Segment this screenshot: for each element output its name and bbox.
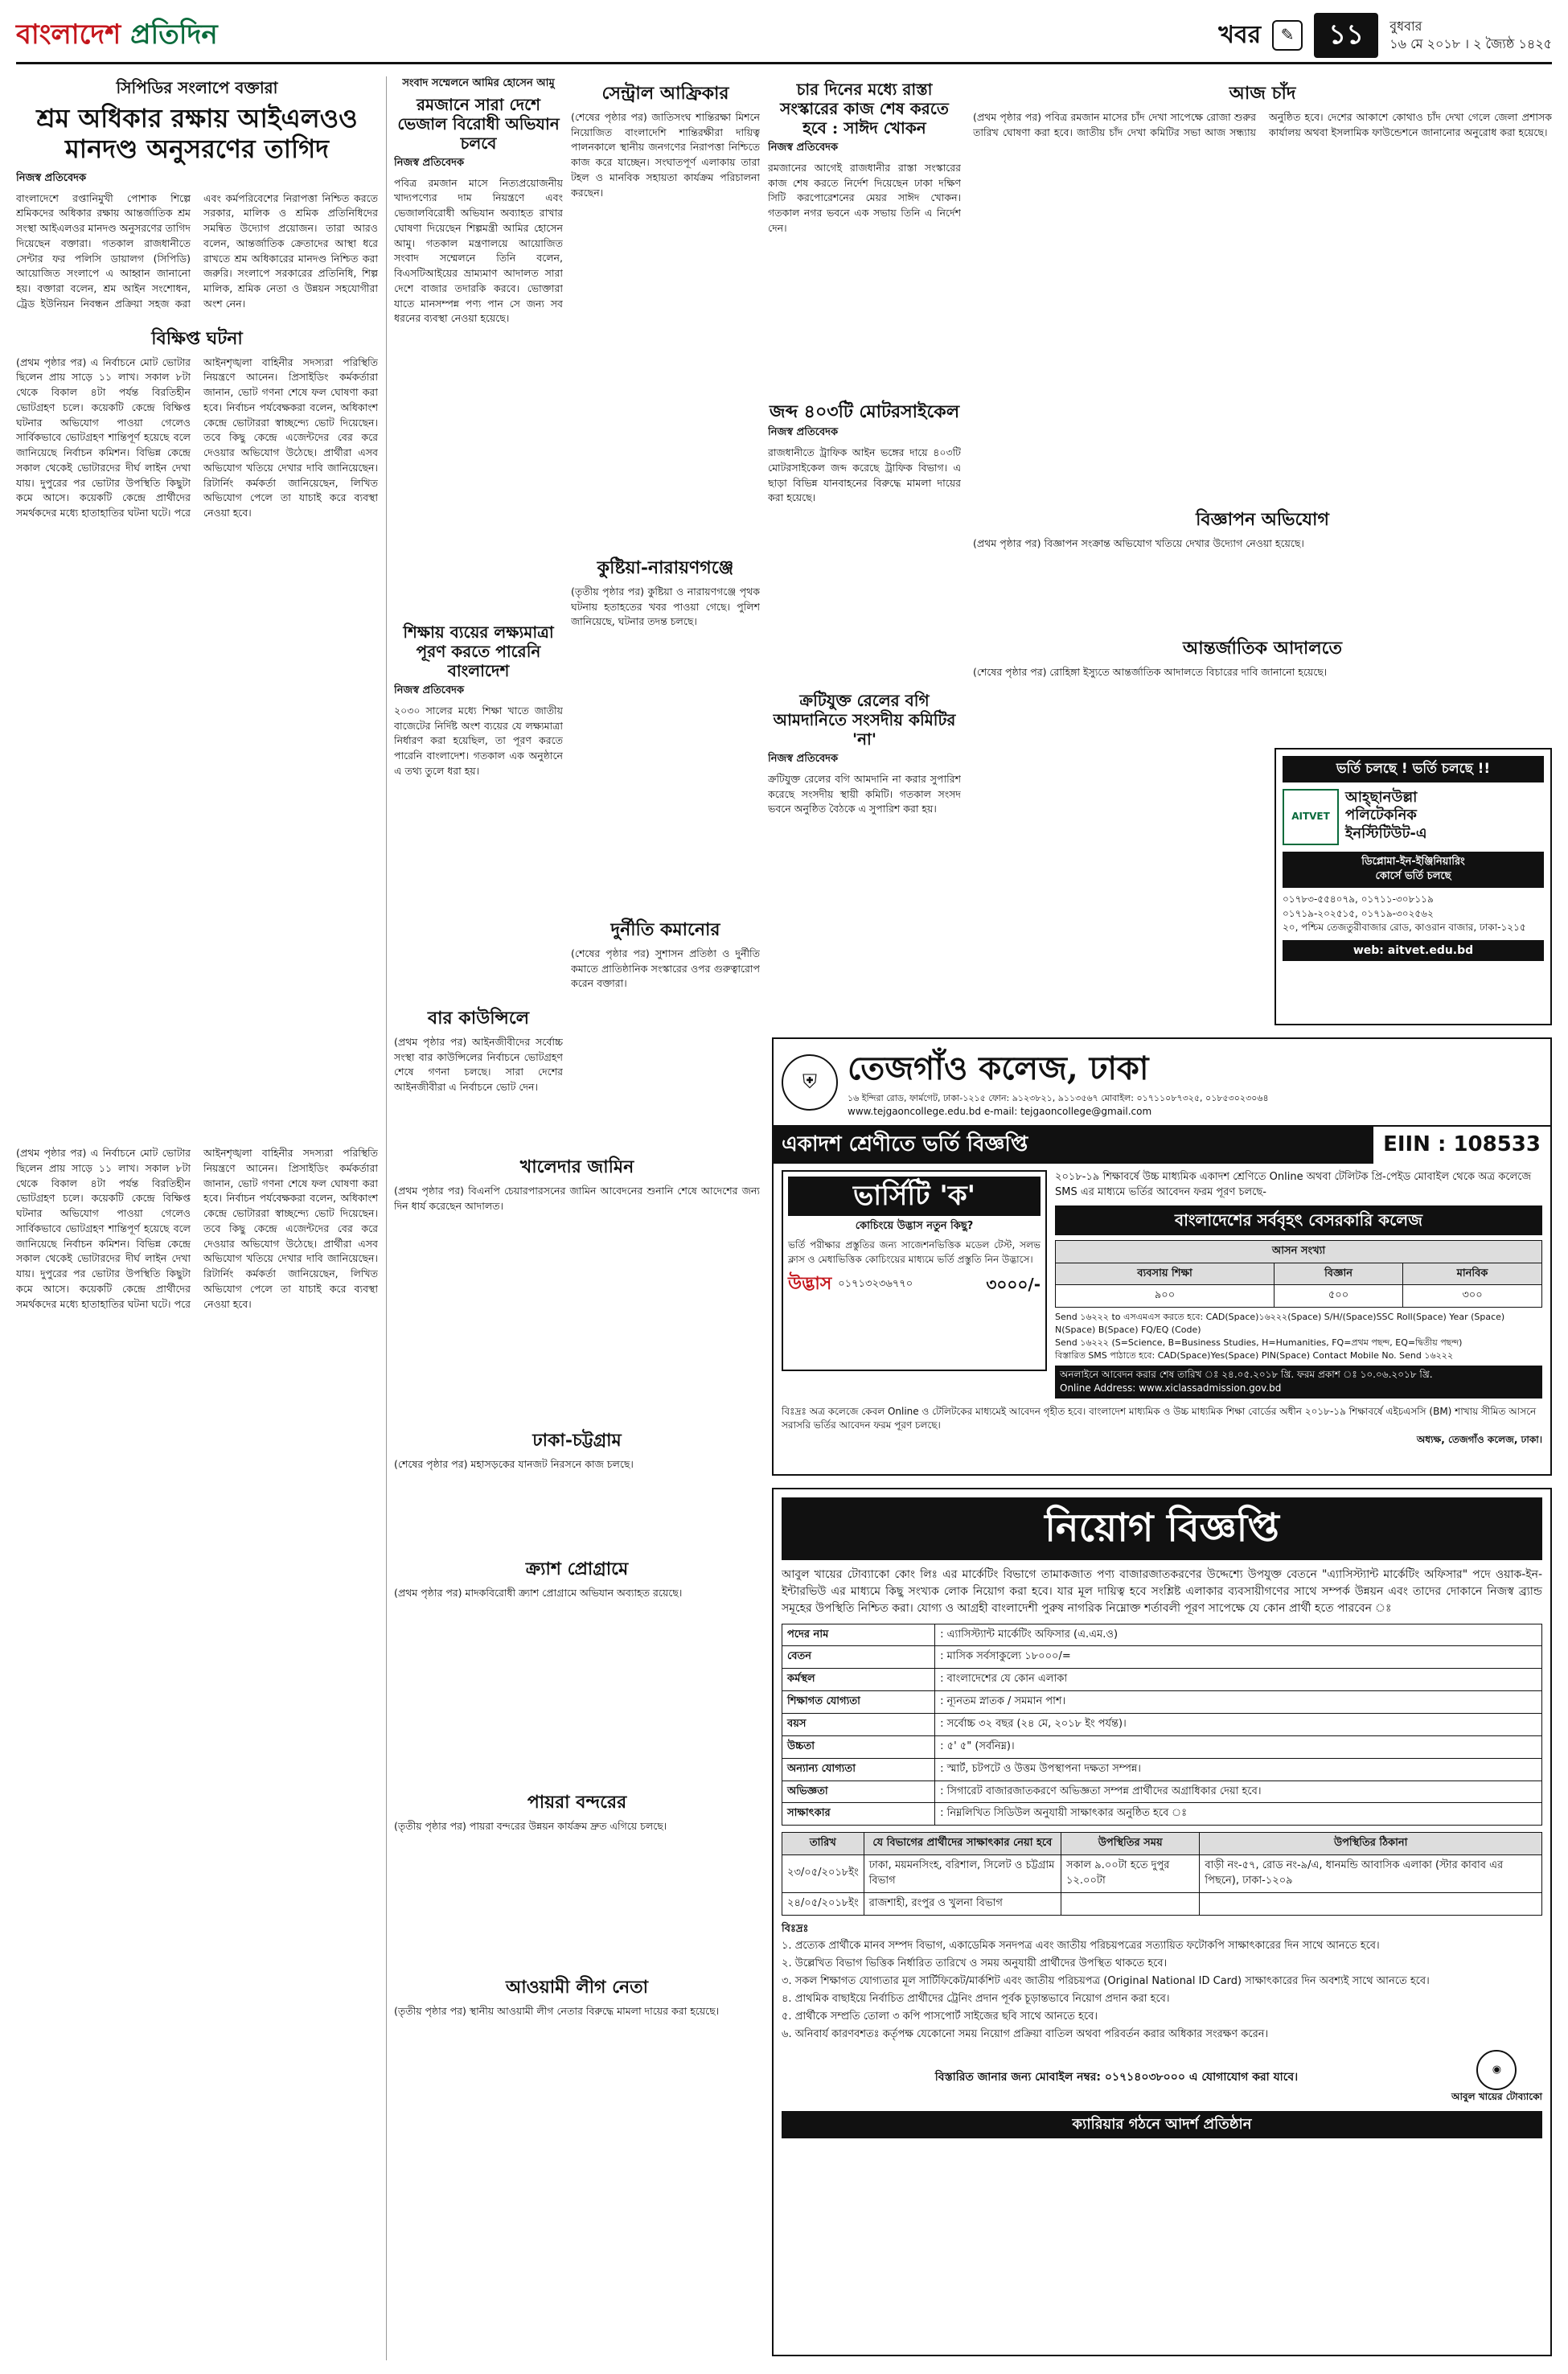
- dhaka-ctg-headline[interactable]: ঢাকা-চট্টগ্রাম: [532, 1430, 622, 1451]
- section-icon: ✎: [1272, 20, 1303, 51]
- moon-article: [973, 76, 1552, 495]
- dhaka-ctg-article: [394, 1423, 760, 1544]
- tejgaon-title: তেজগাঁও কলেজ, ঢাকা: [848, 1049, 1149, 1087]
- seat-value: ৫০০: [1275, 1285, 1403, 1308]
- schedule-cell: ঢাকা, ময়মনসিংহ, বরিশাল, সিলেট ও চট্টগ্রাম বিভাগ: [864, 1855, 1061, 1893]
- payra-article: [394, 1785, 760, 1962]
- tejgaon-seats-title: আসন সংখ্যা: [1056, 1240, 1542, 1263]
- khaleda-body: (প্রথম পৃষ্ঠার পর) বিএনপি চেয়ারপারসনের জামিন আবেদনের শুনানি শেষে আদেশের জন্য দিন ধার্য করেছেন আদালত।: [394, 1184, 760, 1212]
- tejgaon-tagline: বাংলাদেশের সর্ববৃহৎ বেসরকারি কলেজ: [1055, 1205, 1542, 1235]
- job-detail-value: : সর্বোচ্চ ৩২ বছর (২৪ মে, ২০১৮ ইং পর্যন্ত)।: [935, 1713, 1542, 1735]
- schedule-header: যে বিভাগের প্রার্থীদের সাক্ষাৎকার নেয়া হবে: [864, 1833, 1061, 1855]
- schedule-cell: [1061, 1892, 1199, 1915]
- moon-headline[interactable]: আজ চাঁদ: [1229, 83, 1296, 104]
- khaleda-headline[interactable]: খালেদার জামিন: [519, 1156, 634, 1177]
- issue-date: [1389, 18, 1552, 52]
- seat-header: ব্যবসায় শিক্ষা: [1056, 1263, 1275, 1285]
- weekday: বুধবার: [1389, 18, 1422, 34]
- udbhash-title: ভার্সিটি 'ক': [788, 1177, 1041, 1216]
- education-article: [394, 619, 563, 989]
- tejgaon-web[interactable]: www.tejgaoncollege.edu.bd: [848, 1105, 981, 1117]
- durniti-body: (শেষের পৃষ্ঠার পর) সুশাসন প্রতিষ্ঠা ও দুর্নীতি কমাতে প্রাতিষ্ঠানিক সংস্কারের ওপর গুরুত্বারোপ করেন বক্তারা।: [571, 947, 760, 990]
- aitvet-logo: AITVET: [1283, 789, 1339, 845]
- bikshipto-body: (প্রথম পৃষ্ঠার পর) এ নির্বাচনে মোট ভোটার ছিলেন প্রায় সাড়ে ১১ লাখ। সকাল ৮টা থেকে বিকাল ৪টা পর্যন্ত বিরতিহীন ভোটগ্রহণ চলে। কয়েকটি কেন্দ্রে বিক্ষিপ্ত ঘটনার অভিযোগ পাওয়া গেলেও সার্বিকভাবে ভোটগ্রহণ শান্তিপূর্ণ হয়েছে বলে জানিয়েছে নির্বাচন কমিশন। বিভিন্ন কেন্দ্রে সকাল থেকেই ভোটারদের দীর্ঘ লাইন দেখা যায়। দুপুরের পর ভোটার উপস্থিতি কিছুটা কমে আসে। কয়েকটি কেন্দ্রে প্রার্থীদের সমর্থকদের মধ্যে হাতাহাতির ঘটনা ঘটে। পরে আইনশৃঙ্খলা বাহিনীর সদস্যরা পরিস্থিতি নিয়ন্ত্রণে আনেন। প্রিসাইডিং কর্মকর্তারা জানান, ভোট গণনা শেষে ফল ঘোষণা করা হবে। নির্বাচন পর্যবেক্ষকরা বলেন, অধিকাংশ কেন্দ্রে ভোটাররা স্বাচ্ছন্দ্যে ভোট দিয়েছেন। তবে কিছু কেন্দ্রে এজেন্টদের বের করে দেওয়ার অভিযোগ উঠেছে। প্রার্থীরা এসব অভিযোগ খতিয়ে দেখার দাবি জানিয়েছেন। রিটার্নিং কর্মকর্তা জানিয়েছেন, লিখিত অভিযোগ পেলে তা যাচাই করে ব্যবস্থা নেওয়া হবে।: [16, 355, 378, 520]
- aitvet-web[interactable]: web: aitvet.edu.bd: [1283, 940, 1544, 961]
- seat-value: ৩০০: [1403, 1285, 1542, 1308]
- udbhash-brand: উদ্ভাস: [788, 1274, 832, 1295]
- awami-article: [394, 1970, 760, 2356]
- aitvet-name-1: আহ্‌ছানউল্লা: [1345, 788, 1418, 806]
- durniti-headline[interactable]: দুর্নীতি কমানোর: [610, 919, 720, 940]
- udbhash-ad[interactable]: [782, 1170, 1047, 1371]
- job-detail-value: : মাসিক সর্বসাকুল্যে ১৮০০০/=: [935, 1646, 1542, 1669]
- tejgaon-note: বিঃদ্রঃ অত্র কলেজে কেবল Online ও টেলিটকের মাধ্যমেই আবেদন গৃহীত হবে। বাংলাদেশ মাধ্যমিক ও উচ্চ মাধ্যমিক শিক্ষা বোর্ডের অধীন ২০১৮-১৯ শিক্ষাবর্ষে এইচএসসি (BM) শাখায় সীমিত আসনে সরাসরি ভর্তির আবেদন ফরম পূরণ চলছে।: [782, 1405, 1537, 1431]
- ramadan-article: [394, 76, 563, 607]
- dhaka-ctg-body: (শেষের পৃষ্ঠার পর) মহাসড়কের যানজট নিরসনে কাজ চলছে।: [394, 1457, 634, 1470]
- bijnapon-body: (প্রথম পৃষ্ঠার পর) বিজ্ঞাপন সংক্রান্ত অভিযোগ খতিয়ে দেখার উদ্যোগ নেওয়া হয়েছে।: [973, 536, 1304, 549]
- aitvet-course-1: ডিপ্লোমা-ইন-ইঞ্জিনিয়ারিং: [1361, 855, 1465, 868]
- job-notes-title: বিঃদ্রঃ: [782, 1922, 809, 1935]
- tejgaon-address: ১৬ ইন্দিরা রোড, ফার্মগেট, ঢাকা-১২১৫ ফোন: ৯১২৩৮২১, ৯১১৩৫৬৭ মোবাইল: ০১৭১১০৮৭৩২৫, ০১৮৫৩০২৩০৬৪: [848, 1093, 1269, 1103]
- lead-headline[interactable]: শ্রম অধিকার রক্ষায় আইএলওও মানদণ্ড অনুসরণের তাগিদ: [36, 103, 358, 165]
- tejgaon-sms-1: Send ১৬২২২ to এসএমএস করতে হবে: CAD(Space)১৬২২২(Space) S/H/(Space)SSC Roll(Space) Year (Space) N(Space) B(Space) FQ/EQ (Code): [1055, 1312, 1505, 1336]
- awami-body: (তৃতীয় পৃষ্ঠার পর) স্থানীয় আওয়ামী লীগ নেতার বিরুদ্ধে মামলা দায়ের করা হয়েছে।: [394, 2004, 720, 2017]
- job-contact[interactable]: বিস্তারিত জানার জন্য মোবাইল নম্বর: ০১৭১৪০৩৮০০০ এ যোগাযোগ করা যাবে।: [934, 2071, 1299, 2084]
- job-ad[interactable]: [772, 1488, 1552, 2356]
- job-note: ৪. প্রাথমিক বাছাইয়ে নির্বাচিত প্রার্থীদের ট্রেনিং প্রদান পূর্বক চূড়ান্তভাবে নিয়োগ প্রদান করা হবে।: [782, 1992, 1170, 2005]
- kushtia-body: (তৃতীয় পৃষ্ঠার পর) কুষ্টিয়া ও নারায়ণগঞ্জে পৃথক ঘটনায় হতাহতের খবর পাওয়া গেছে। পুলিশ জানিয়েছে, ঘটনার তদন্ত চলছে।: [571, 585, 760, 628]
- job-detail-label: শিক্ষাগত যোগ্যতা: [782, 1691, 935, 1714]
- tejgaon-admission: একাদশ শ্রেণীতে ভর্তি বিজ্ঞপ্তি: [774, 1127, 1373, 1164]
- road-byline: নিজস্ব প্রতিবেদক: [768, 142, 839, 154]
- aitvet-name-3: ইনস্টিটিউট-এ: [1345, 824, 1427, 842]
- tejgaon-sms-3: বিস্তারিত SMS পাঠাতে হবে: CAD(Space)Yes(Space) PIN(Space) Contact Mobile No. Send ১৬২২২: [1055, 1350, 1454, 1362]
- job-footer: ক্যারিয়ার গঠনে আদর্শ প্রতিষ্ঠান: [782, 2111, 1542, 2138]
- job-detail-label: উচ্চতা: [782, 1735, 935, 1758]
- kushtia-article: [571, 551, 760, 905]
- seat-value: ৯০০: [1056, 1285, 1275, 1308]
- ramadan-byline: নিজস্ব প্রতিবেদক: [394, 156, 465, 169]
- page-number: ১১: [1314, 13, 1378, 58]
- udbhash-fee: ৩০০০/-: [986, 1274, 1041, 1294]
- job-title: নিয়োগ বিজ্ঞপ্তি: [782, 1497, 1542, 1560]
- central-africa-headline[interactable]: সেন্ট্রাল আফ্রিকার: [601, 83, 729, 104]
- road-body: রমজানের আগেই রাজধানীর রাস্তা সংস্কারের কাজ শেষ করতে নির্দেশ দিয়েছেন ঢাকা দক্ষিণ সিটি করপোরেশনের মেয়র সাঈদ খোকন। গতকাল নগর ভবনে এক সভায় তিনি এ নির্দেশ দেন।: [768, 161, 961, 234]
- job-detail-row: [782, 1624, 1542, 1646]
- lead-body: বাংলাদেশে রপ্তানিমুখী পোশাক শিল্পে শ্রমিকদের অধিকার রক্ষায় আন্তর্জাতিক শ্রম সংস্থা আইএলওর মানদণ্ড অনুসরণের তাগিদ দিয়েছেন বক্তারা। গতকাল রাজধানীতে সেন্টার ফর পলিসি ডায়ালগ (সিপিডি) আয়োজিত সংলাপে এ আহ্বান জানানো হয়। বক্তারা বলেন, শ্রম আইন সংশোধন, ট্রেড ইউনিয়ন নিবন্ধন প্রক্রিয়া সহজ করা এবং কর্মপরিবেশের নিরাপত্তা নিশ্চিত করতে সরকার, মালিক ও শ্রমিক প্রতিনিধিদের সমন্বিত উদ্যোগ প্রয়োজন। তারা আরও বলেন, আন্তর্জাতিক ক্রেতাদের আস্থা ধরে রাখতে শ্রম অধিকারের মানদণ্ড নিশ্চিত করা জরুরি। সংলাপে সরকারের প্রতিনিধি, শিল্প মালিক, শ্রমিক নেতা ও উন্নয়ন সহযোগীরা অংশ নেন।: [16, 191, 378, 310]
- tejgaon-sign: অধ্যক্ষ, তেজগাঁও কলেজ, ঢাকা।: [1416, 1433, 1542, 1445]
- payra-headline[interactable]: পায়রা বন্দরের: [527, 1792, 627, 1813]
- bar-council-body: (প্রথম পৃষ্ঠার পর) আইনজীবীদের সর্বোচ্চ সংস্থা বার কাউন্সিলের নির্বাচনে ভোটগ্রহণ শেষে গণনা চলছে। সারা দেশের আইনজীবীরা এ নির্বাচনে ভোট দেন।: [394, 1035, 563, 1094]
- schedule-row: [782, 1855, 1542, 1893]
- central-africa-article: [571, 76, 760, 543]
- aitvet-phone-2: ০১৭১৯-২০২৫১৫, ০১৭১৯-৩০২৫৬২: [1283, 907, 1434, 919]
- education-headline[interactable]: শিক্ষায় ব্যয়ের লক্ষ্যমাত্রা পূরণ করতে পারেনি বাংলাদেশ: [403, 622, 554, 680]
- lead-byline: নিজস্ব প্রতিবেদক: [16, 171, 87, 184]
- motorcycle-article: [768, 398, 961, 680]
- motorcycle-byline: নিজস্ব প্রতিবেদক: [768, 426, 839, 439]
- rail-body: ক্রটিযুক্ত রেলের বগি আমদানি না করার সুপারিশ করেছে সংসদীয় স্থায়ী কমিটি। গতকাল সংসদ ভবনে অনুষ্ঠিত বৈঠকে এ সুপারিশ করা হয়।: [768, 772, 961, 815]
- brand-part2: প্রতিদিন: [130, 18, 218, 51]
- seat-header: বিজ্ঞান: [1275, 1263, 1403, 1285]
- job-detail-label: সাক্ষাৎকার: [782, 1803, 935, 1826]
- lead-continued-column: [16, 1146, 378, 2356]
- road-article: [768, 76, 961, 390]
- schedule-header: উপস্থিতির সময়: [1061, 1833, 1199, 1855]
- aitvet-course-2: কোর্সে ভর্তি চলছে: [1375, 870, 1451, 883]
- rail-headline[interactable]: ক্রটিযুক্ত রেলের বগি আমদানিতে সংসদীয় কমিটির 'না': [773, 691, 956, 749]
- job-note: ২. উল্লেখিত বিভাগ ভিত্তিক নির্ধারিত তারিখে ও সময় অনুযায়ী প্রার্থীদের উপস্থিত থাকতে হবে।: [782, 1957, 1168, 1970]
- kushtia-headline[interactable]: কুষ্টিয়া-নারায়ণগঞ্জে: [597, 557, 734, 578]
- udbhash-body: ভর্তি পরীক্ষার প্রস্তুতির জন্য সাজেশনভিত্তিক মডেল টেস্ট, সলভ ক্লাস ও মেধাভিত্তিক কোচিংয়ের মাধ্যমে ভর্তি প্রস্তুতি নিন উদ্ভাসে।: [788, 1239, 1041, 1266]
- job-detail-row: [782, 1758, 1542, 1780]
- motorcycle-body: রাজধানীতে ট্রাফিক আইন ভঙ্গের দায়ে ৪০৩টি মোটরসাইকেল জব্দ করেছে ট্রাফিক বিভাগ। এ ছাড়া বিভিন্ন যানবাহনের বিরুদ্ধে মামলা দায়ের করা হয়েছে।: [768, 446, 961, 504]
- aitvet-address: ২০, পশ্চিম তেজতুরীবাজার রোড, কাওরান বাজার, ঢাকা-১২১৫: [1283, 922, 1526, 934]
- seat-header: মানবিক: [1403, 1263, 1542, 1285]
- ramadan-headline[interactable]: রমজানে সারা দেশে ভেজাল বিরোধী অভিযান চলবে: [397, 94, 560, 153]
- crash-body: (প্রথম পৃষ্ঠার পর) মাদকবিরোধী ক্র্যাশ প্রোগ্রামে অভিযান অব্যাহত রয়েছে।: [394, 1586, 683, 1599]
- job-notes-list: [782, 1939, 1542, 2042]
- bar-council-headline[interactable]: বার কাউন্সিলে: [427, 1008, 530, 1029]
- tejgaon-online: অনলাইনে আবেদন করার শেষ তারিখ ঃ ২৪.০৫.২০১৮ খ্রি. ফরম প্রকাশ ঃ ১০.০৬.২০১৮ খ্রি.: [1060, 1368, 1433, 1380]
- crash-article: [394, 1552, 760, 1777]
- court-article: [973, 631, 1552, 744]
- central-africa-body: (শেষের পৃষ্ঠার পর) জাতিসংঘ শান্তিরক্ষা মিশনে নিয়োজিত বাংলাদেশি শান্তিরক্ষীরা দায়িত্ব পালনকালে স্থানীয় জনগণের নিরাপত্তা নিশ্চিতে কাজ করে যাচ্ছেন। সংঘাতপূর্ণ এলাকায় তারা টহল ও মানবিক সহায়তা কার্যক্রম পরিচালনা করছেন।: [571, 110, 760, 199]
- newspaper-logo[interactable]: [16, 15, 218, 55]
- bikshipto-body-continued: (প্রথম পৃষ্ঠার পর) এ নির্বাচনে মোট ভোটার ছিলেন প্রায় সাড়ে ১১ লাখ। সকাল ৮টা থেকে বিকাল ৪টা পর্যন্ত বিরতিহীন ভোটগ্রহণ চলে। কয়েকটি কেন্দ্রে বিক্ষিপ্ত ঘটনার অভিযোগ পাওয়া গেলেও সার্বিকভাবে ভোটগ্রহণ শান্তিপূর্ণ হয়েছে বলে জানিয়েছে নির্বাচন কমিশন। বিভিন্ন কেন্দ্রে সকাল থেকেই ভোটারদের দীর্ঘ লাইন দেখা যায়। দুপুরের পর ভোটার উপস্থিতি কিছুটা কমে আসে। কয়েকটি কেন্দ্রে প্রার্থীদের সমর্থকদের মধ্যে হাতাহাতির ঘটনা ঘটে। পরে আইনশৃঙ্খলা বাহিনীর সদস্যরা পরিস্থিতি নিয়ন্ত্রণে আনেন। প্রিসাইডিং কর্মকর্তারা জানান, ভোট গণনা শেষে ফল ঘোষণা করা হবে। নির্বাচন পর্যবেক্ষকরা বলেন, অধিকাংশ কেন্দ্রে ভোটাররা স্বাচ্ছন্দ্যে ভোট দিয়েছেন। তবে কিছু কেন্দ্রে এজেন্টদের বের করে দেওয়ার অভিযোগ উঠেছে। প্রার্থীরা এসব অভিযোগ খতিয়ে দেখার দাবি জানিয়েছেন। রিটার্নিং কর্মকর্তা জানিয়েছেন, লিখিত অভিযোগ পেলে তা যাচাই করে ব্যবস্থা নেওয়া হবে।: [16, 1147, 378, 1310]
- schedule-cell: সকাল ৯.০০টা হতে দুপুর ১২.০০টা: [1061, 1855, 1199, 1893]
- job-schedule-table: [782, 1832, 1542, 1915]
- aitvet-banner: ভর্তি চলছে ! ভর্তি চলছে !!: [1283, 756, 1544, 782]
- job-detail-row: [782, 1803, 1542, 1826]
- job-intro: আবুল খায়ের টোব্যাকো কোং লিঃ এর মার্কেটিং বিভাগে তামাকজাত পণ্য বাজারজাতকরণের উদ্দেশ্যে উপযুক্ত বেতনে "এ্যাসিস্ট্যান্ট মার্কেটিং অফিসার" পদে ওয়াক-ইন-ইন্টারভিউ এর মাধ্যমে কিছু সংখ্যক লোক নিয়োগ করা হবে। যার মূল দায়িত্ব হবে সংশ্লিষ্ট এলাকার ব্যবসায়ীগণের সাথে সম্পর্ক উন্নয়ন এবং তাদের দোকানে নিজস্ব ব্র্যান্ড সমূহের উপস্থিতি নিশ্চিত করা। যোগ্য ও আগ্রহী বাংলাদেশী পুরুষ নাগরিক নিম্নোক্ত শর্তাবলী পূরণ সাপেক্ষে যে কোন প্রার্থী হতে পারবেন ঃ: [782, 1567, 1542, 1615]
- job-detail-value: : বাংলাদেশের যে কোন এলাকা: [935, 1669, 1542, 1691]
- job-detail-row: [782, 1691, 1542, 1714]
- aitvet-name-2: পলিটেকনিক: [1345, 807, 1417, 824]
- tejgaon-seats-table: [1055, 1240, 1542, 1308]
- rail-byline: নিজস্ব প্রতিবেদক: [768, 753, 839, 765]
- bar-council-article: [394, 1001, 563, 1138]
- durniti-article: [571, 913, 760, 1138]
- tejgaon-intro: ২০১৮-১৯ শিক্ষাবর্ষে উচ্চ মাধ্যমিক একাদশ শ্রেণিতে Online অথবা টেলিটক প্রি-পেইড মোবাইল থেকে অত্র কলেজে SMS এর মাধ্যমে ভর্তির আবেদন ফরম পূরণ চলছে-: [1055, 1171, 1532, 1198]
- bikshipto-headline[interactable]: বিক্ষিপ্ত ঘটনা: [151, 327, 243, 349]
- awami-headline[interactable]: আওয়ামী লীগ নেতা: [505, 1977, 649, 1998]
- schedule-cell: ২৪/০৫/২০১৮ইং: [782, 1892, 864, 1915]
- aitvet-phone-1: ০১৭৮৩-৫৫৪০৭৯, ০১৭১১-৩০৮১১৯: [1283, 893, 1434, 906]
- education-byline: নিজস্ব প্রতিবেদক: [394, 684, 465, 696]
- schedule-header: উপস্থিতির ঠিকানা: [1200, 1833, 1542, 1855]
- job-detail-value: : এ্যাসিস্ট্যান্ট মার্কেটিং অফিসার (এ.এম.ও): [935, 1624, 1542, 1646]
- job-company: আবুল খায়ের টোব্যাকো: [1451, 2091, 1542, 2103]
- ramadan-body: পবিত্র রমজান মাসে নিত্যপ্রয়োজনীয় খাদ্যপণ্যের দাম নিয়ন্ত্রণে এবং ভেজালবিরোধী অভিযান অব্যাহত রাখার ঘোষণা দিয়েছেন শিল্পমন্ত্রী আমির হোসেন আমু। গতকাল মন্ত্রণালয়ে আয়োজিত সংবাদ সম্মেলনে তিনি বলেন, বিএসটিআইয়ের ভ্রাম্যমাণ আদালত সারা দেশে বাজার তদারকি করবে। ভোক্তারা যাতে মানসম্পন্ন পণ্য পান সে জন্য সব ধরনের ব্যবস্থা নেওয়া হয়েছে।: [394, 176, 563, 325]
- brand-part1: বাংলাদেশ: [16, 18, 121, 51]
- udbhash-phone[interactable]: ০১৭১৩২৩৬৭৭০: [838, 1277, 913, 1290]
- payra-body: (তৃতীয় পৃষ্ঠার পর) পায়রা বন্দরের উন্নয়ন কার্যক্রম দ্রুত এগিয়ে চলছে।: [394, 1819, 667, 1832]
- tejgaon-logo-icon: ⛨: [782, 1054, 838, 1111]
- job-detail-label: বেতন: [782, 1646, 935, 1669]
- job-note: ৬. অনিবার্য কারণবশতঃ কর্তৃপক্ষ যেকোনো সময় নিয়োগ প্রক্রিয়া বাতিল অথবা পরিবর্তন করার অধিকার সংরক্ষণ করেন।: [782, 2027, 1269, 2040]
- job-detail-label: কর্মস্থল: [782, 1669, 935, 1691]
- job-detail-value: : ৫' ৫" (সর্বনিম্ন)।: [935, 1735, 1542, 1758]
- column-rule: [386, 76, 387, 2360]
- bijnapon-headline[interactable]: বিজ্ঞাপন অভিযোগ: [1196, 509, 1329, 530]
- schedule-header: তারিখ: [782, 1833, 864, 1855]
- road-headline[interactable]: চার দিনের মধ্যে রাস্তা সংস্কারের কাজ শেষ করতে হবে : সাঈদ খোকন: [780, 80, 949, 138]
- schedule-cell: রাজশাহী, রংপুর ও খুলনা বিভাগ: [864, 1892, 1061, 1915]
- job-note: ১. প্রত্যেক প্রার্থীকে মানব সম্পদ বিভাগ, একাডেমিক সনদপত্র এবং জাতীয় পরিচয়পত্রের সত্যায়িত ফটোকপি সাক্ষাৎকারের দিন সাথে আনতে হবে।: [782, 1940, 1380, 1953]
- schedule-cell: ২৩/০৫/২০১৮ইং: [782, 1855, 864, 1893]
- udbhash-subtitle: কোচিংয়ে উদ্ভাস নতুন কিছু?: [855, 1220, 974, 1233]
- tejgaon-email[interactable]: e-mail: tejgaoncollege@gmail.com: [983, 1105, 1152, 1117]
- aitvet-ad[interactable]: [1275, 748, 1552, 1025]
- tejgaon-online-link[interactable]: Online Address: www.xiclassadmission.gov.bd: [1060, 1382, 1282, 1394]
- job-detail-value: : নিম্নলিখিত সিডিউল অনুযায়ী সাক্ষাৎকার অনুষ্ঠিত হবে ঃ: [935, 1803, 1542, 1826]
- lead-article: [16, 76, 378, 1138]
- job-details-table: [782, 1624, 1542, 1826]
- job-detail-label: অন্যান্য যোগ্যতা: [782, 1758, 935, 1780]
- motorcycle-headline[interactable]: জব্দ ৪০৩টি মোটরসাইকেল: [769, 401, 960, 422]
- masthead: [16, 8, 1552, 64]
- job-detail-row: [782, 1780, 1542, 1803]
- date-line: ১৬ মে ২০১৮ । ২ জ্যৈষ্ঠ ১৪২৫: [1389, 35, 1552, 51]
- moon-body: (প্রথম পৃষ্ঠার পর) পবিত্র রমজান মাসের চাঁদ দেখা সাপেক্ষে রোজা শুরুর তারিখ ঘোষণা করা হবে। জাতীয় চাঁদ দেখা কমিটির সভা আজ সন্ধ্যায় অনুষ্ঠিত হবে। দেশের আকাশে কোথাও চাঁদ দেখা গেলে জেলা প্রশাসক কার্যালয় অথবা ইসলামিক ফাউন্ডেশনে জানানোর অনুরোধ করা হয়েছে।: [973, 110, 1552, 138]
- khaleda-article: [394, 1150, 760, 1415]
- job-note: ৫. প্রার্থীকে সম্প্রতি তোলা ৩ কপি পাসপোর্ট সাইজের ছবি সাথে আনতে হবে।: [782, 2010, 1098, 2023]
- tejgaon-eiin: EIIN : 108533: [1383, 1132, 1541, 1157]
- bijnapon-article: [973, 503, 1552, 623]
- education-body: ২০৩০ সালের মধ্যে শিক্ষা খাতে জাতীয় বাজেটের নির্দিষ্ট অংশ ব্যয়ের যে লক্ষ্যমাত্রা নির্ধারণ করা হয়েছিল, তা পূরণ করতে পারেনি বাংলাদেশ। গতকাল এক অনুষ্ঠানে এ তথ্য তুলে ধরা হয়।: [394, 704, 563, 777]
- job-detail-row: [782, 1646, 1542, 1669]
- job-detail-label: অভিজ্ঞতা: [782, 1780, 935, 1803]
- crash-headline[interactable]: ক্র্যাশ প্রোগ্রামে: [525, 1559, 629, 1579]
- job-detail-row: [782, 1669, 1542, 1691]
- company-logo-icon: ◉: [1476, 2050, 1517, 2090]
- court-body: (শেষের পৃষ্ঠার পর) রোহিঙ্গা ইস্যুতে আন্তর্জাতিক আদালতে বিচারের দাবি জানানো হয়েছে।: [973, 665, 1328, 678]
- lead-kicker: সিপিডির সংলাপে বক্তারা: [116, 78, 278, 97]
- job-detail-value: : স্মার্ট, চটপটে ও উত্তম উপস্থাপনা দক্ষতা সম্পন্ন।: [935, 1758, 1542, 1780]
- job-detail-row: [782, 1713, 1542, 1735]
- job-detail-label: বয়স: [782, 1713, 935, 1735]
- job-note: ৩. সকল শিক্ষাগত যোগ্যতার মূল সার্টিফিকেট/মার্কশিট এবং জাতীয় পরিচয়পত্র (Original National ID Card) সাক্ষাৎকারের দিন অবশ্যই সাথে আনতে হবে।: [782, 1975, 1430, 1988]
- job-detail-label: পদের নাম: [782, 1624, 935, 1646]
- tejgaon-ad[interactable]: [772, 1037, 1552, 1476]
- court-headline[interactable]: আন্তর্জাতিক আদালতে: [1182, 638, 1343, 659]
- tejgaon-sms-2: Send ১৬২২২ (S=Science, B=Business Studies, H=Humanities, FQ=প্রথম পছন্দ, EQ=দ্বিতীয় পছন্দ): [1055, 1337, 1463, 1349]
- masthead-right: [1218, 13, 1552, 58]
- schedule-cell: বাড়ী নং-৫৭, রোড নং-৯/এ, ধানমন্ডি আবাসিক এলাকা (স্টার কাবাব এর পিছনে), ঢাকা-১২০৯: [1200, 1855, 1542, 1893]
- job-detail-value: : সিগারেট বাজারজাতকরণে অভিজ্ঞতা সম্পন্ন প্রার্থীদের অগ্রাধিকার দেয়া হবে।: [935, 1780, 1542, 1803]
- job-detail-row: [782, 1735, 1542, 1758]
- job-detail-value: : ন্যূনতম স্নাতক / সমমান পাশ।: [935, 1691, 1542, 1714]
- section-name: খবর: [1218, 20, 1262, 49]
- schedule-cell: [1200, 1892, 1542, 1915]
- ramadan-kicker: সংবাদ সম্মেলনে আমির হোসেন আমু: [402, 77, 555, 89]
- schedule-row: [782, 1892, 1542, 1915]
